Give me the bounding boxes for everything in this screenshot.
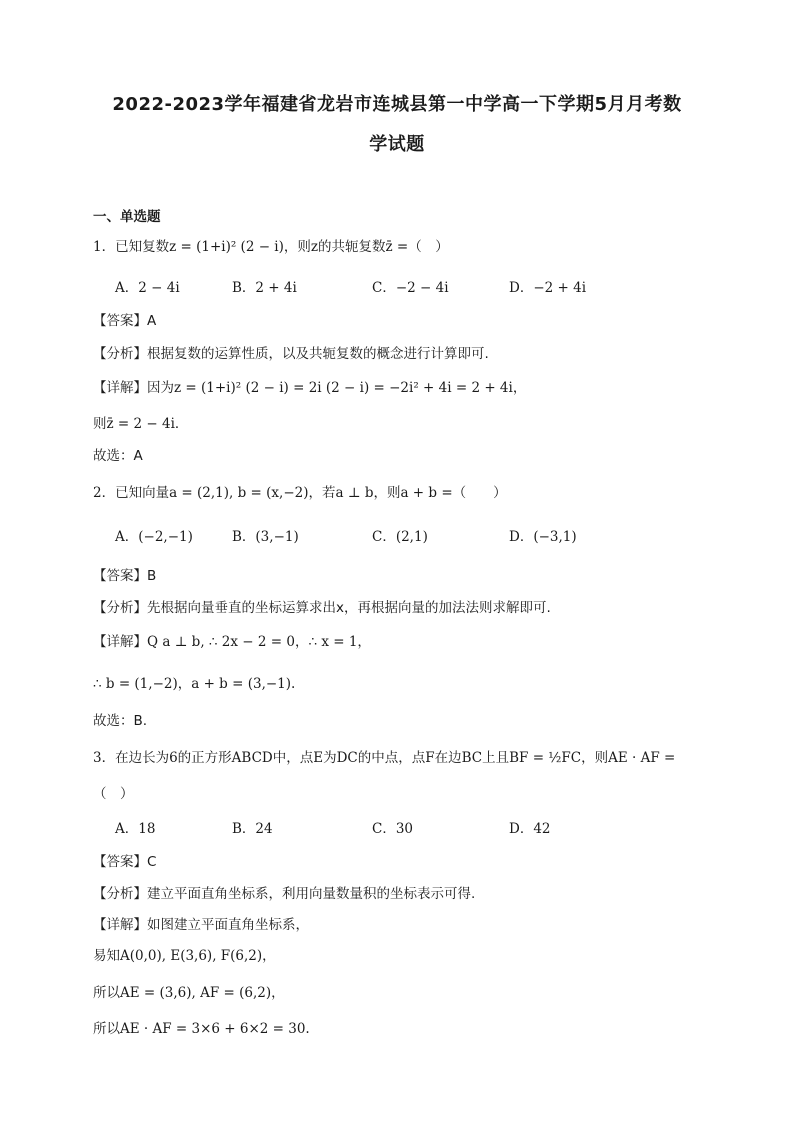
q2-option-d: D．(−3,1)	[509, 529, 577, 545]
q2-choice: 故选：B.	[93, 713, 148, 729]
q3-detail-1: 【详解】如图建立平面直角坐标系，	[93, 917, 309, 933]
q3-option-b: B．24	[232, 821, 273, 837]
q2-analysis: 【分析】先根据向量垂直的坐标运算求出x，再根据向量的加法法则求解即可.	[93, 600, 551, 616]
q3-detail-2: 易知A(0,0), E(3,6), F(6,2)，	[93, 948, 276, 964]
q2-answer: 【答案】B	[93, 568, 157, 584]
q3-detail-3: 所以AE = (3,6), AF = (6,2)，	[93, 985, 285, 1001]
q3-analysis: 【分析】建立平面直角坐标系，利用向量数量积的坐标表示可得.	[93, 886, 476, 902]
q2-detail-1: 【详解】Q a ⊥ b, ∴ 2x − 2 = 0，∴ x = 1，	[93, 634, 371, 650]
q3-option-a: A．18	[115, 821, 156, 837]
q2-detail-2: ∴ b = (1,−2)，a + b = (3,−1).	[93, 676, 296, 692]
q1-option-c: C．−2 − 4i	[372, 280, 449, 296]
q3-option-c: C．30	[372, 821, 414, 837]
q1-answer: 【答案】A	[93, 313, 157, 329]
q2-option-a: A．(−2,−1)	[115, 529, 193, 545]
q2-option-b: B．(3,−1)	[232, 529, 299, 545]
section-heading: 一、单选题	[93, 209, 161, 225]
q1-option-b: B．2 + 4i	[232, 280, 297, 296]
q1-choice: 故选：A	[93, 448, 143, 464]
q3-stem-continued: （ ）	[93, 786, 134, 802]
q1-analysis: 【分析】根据复数的运算性质，以及共轭复数的概念进行计算即可.	[93, 346, 489, 362]
q1-option-d: D．−2 + 4i	[509, 280, 587, 296]
q3-answer: 【答案】C	[93, 854, 157, 870]
q3-stem: 3．在边长为6的正方形ABCD中，点E为DC的中点，点F在边BC上且BF = ½FC，则AE · AF =	[93, 750, 676, 766]
q2-option-c: C．(2,1)	[372, 529, 428, 545]
q1-stem: 1．已知复数z = (1+i)² (2 − i)，则z的共轭复数z̄ =（ ）	[93, 239, 449, 255]
q1-detail-2: 则z̄ = 2 − 4i．	[93, 416, 189, 432]
document-title-line1: 2022-2023学年福建省龙岩市连城县第一中学高一下学期5月月考数	[112, 94, 682, 115]
q1-option-a: A．2 − 4i	[115, 280, 180, 296]
q1-detail-1: 【详解】因为z = (1+i)² (2 − i) = 2i (2 − i) = −2i² + 4i = 2 + 4i，	[93, 380, 527, 396]
q3-detail-4: 所以AE · AF = 3×6 + 6×2 = 30.	[93, 1021, 310, 1037]
q2-stem: 2．已知向量a = (2,1), b = (x,−2)，若a ⊥ b，则a + b =（ ）	[93, 485, 507, 501]
q3-option-d: D．42	[509, 821, 551, 837]
document-title-line2: 学试题	[369, 134, 425, 155]
